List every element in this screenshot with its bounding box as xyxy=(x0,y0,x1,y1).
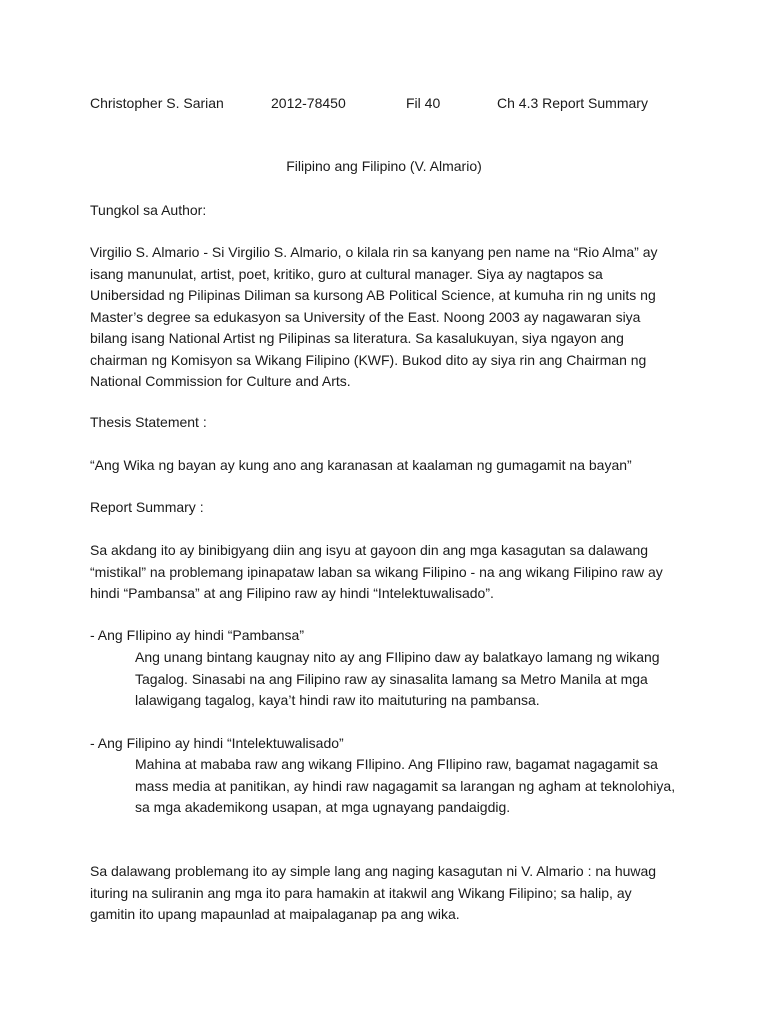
student-id: 2012-78450 xyxy=(271,95,346,111)
student-name: Christopher S. Sarian xyxy=(90,95,224,111)
author-heading: Tungkol sa Author: xyxy=(90,202,207,218)
thesis-heading: Thesis Statement : xyxy=(90,414,207,430)
author-paragraph-text: Virgilio S. Almario - Si Virgilio S. Almario, o kilala rin sa kanyang pen name na “Rio Alma” ay isang manunulat, artist, poet, kritiko, guro at cultural manager. Siya ay nagtapos sa Unibersidad ng Pilipinas Diliman sa kursong AB Political Science, at kumuha rin ng units ng Master’s degree sa edukasyon sa University of the East. Noong 2003 ay nagawaran siya bilang isang National Artist ng Pilipinas sa literatura. Sa kasalukuyan, siya ngayon ang chairman ng Komisyon sa Wikang Filipino (KWF). Bukod dito ay siya rin ang Chairman ng National Commission for Culture and Arts. xyxy=(90,244,658,389)
point2-text: Mahina at mababa raw ang wikang FIlipino. Ang FIlipino raw, bagamat nagagamit sa mass media at panitikan, ay hindi raw nagagamit sa larangan ng agham at teknolohiya, sa mga akademikong usapan, at mga ugnayang pandaigdig. xyxy=(135,756,676,815)
course-code: Fil 40 xyxy=(406,95,441,111)
document-title: Filipino ang Filipino (V. Almario) xyxy=(286,158,482,174)
point1-heading: - Ang FIlipino ay hindi “Pambansa” xyxy=(90,627,304,643)
chapter-label: Ch 4.3 Report Summary xyxy=(497,95,648,111)
conclusion-text: Sa dalawang problemang ito ay simple lang ang naging kasagutan ni V. Almario : na huwag ituring na suliranin ang mga ito para hamakin at itakwil ang Wikang Filipino; sa halip, ay gamitin ito upang mapaunlad at maipalaganap pa ang wika. xyxy=(90,863,657,922)
summary-heading: Report Summary : xyxy=(90,499,204,515)
author-paragraph xyxy=(90,242,680,393)
conclusion-paragraph xyxy=(90,861,680,926)
point1-text: Ang unang bintang kaugnay nito ay ang FIlipino daw ay balatkayo lamang ng wikang Tagalog. Sinasabi na ang Filipino raw ay sinasalita lamang sa Metro Manila at mga lalawigang tagalog, kaya’t hindi raw ito maituturing na pambansa. xyxy=(135,649,660,708)
summary-intro-text: Sa akdang ito ay binibigyang diin ang isyu at gayoon din ang mga kasagutan sa dalawang “mistikal” na problemang ipinapataw laban sa wikang Filipino - na ang wikang Filipino raw ay hindi “Pambansa” at ang Filipino raw ay hindi “Intelektuwalisado”. xyxy=(90,542,663,601)
summary-intro xyxy=(90,540,680,605)
thesis-statement: “Ang Wika ng bayan ay kung ano ang karanasan at kaalaman ng gumagamit na bayan” xyxy=(90,457,632,473)
point2-heading: - Ang Filipino ay hindi “Intelektuwalisado” xyxy=(90,735,344,751)
document-header xyxy=(90,93,690,113)
